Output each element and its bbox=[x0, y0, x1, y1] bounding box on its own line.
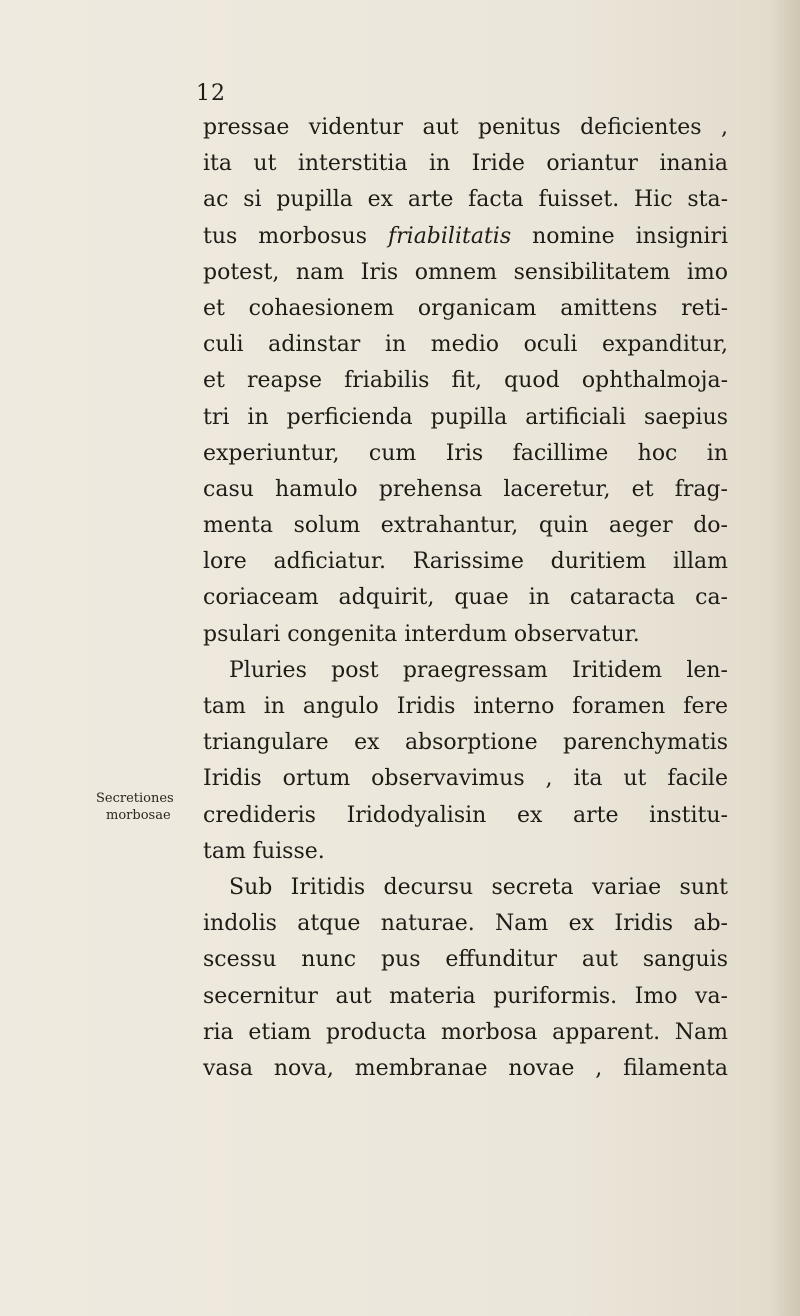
text-line bbox=[203, 544, 728, 580]
text-segment: psulari congenita interdum observatur. bbox=[203, 621, 640, 647]
text-line bbox=[203, 472, 728, 508]
text-segment: tam in angulo Iridis interno foramen fere bbox=[203, 694, 728, 719]
text-segment: vasa nova, membranae novae , filamenta bbox=[203, 1055, 728, 1081]
text-line bbox=[203, 182, 728, 218]
text-segment: indolis atque naturae. Nam ex Iridis ab- bbox=[203, 911, 728, 937]
text-segment: coriaceam adquirit, quae in cataracta ca- bbox=[203, 585, 728, 611]
text-line bbox=[203, 942, 728, 978]
text-segment: tri in perficienda pupilla artificiali saepius bbox=[203, 404, 728, 430]
text-line bbox=[203, 580, 728, 616]
text-line bbox=[203, 363, 728, 399]
text-segment: et cohaesionem organicam amittens reti- bbox=[203, 295, 728, 321]
text-line bbox=[203, 617, 728, 653]
italic-term: friabilitatis bbox=[388, 223, 512, 249]
text-line bbox=[203, 1051, 728, 1087]
text-segment: Pluries post praegressam Iritidem len- bbox=[229, 657, 728, 683]
text-segment: Iridis ortum observavimus , ita ut facile bbox=[203, 766, 728, 792]
text-segment: experiuntur, cum Iris facillime hoc in bbox=[203, 440, 728, 466]
text-segment: tam fuisse. bbox=[203, 838, 325, 864]
text-line bbox=[203, 400, 728, 436]
text-line bbox=[203, 725, 728, 761]
text-line bbox=[203, 653, 728, 689]
text-segment: credideris Iridodyalisin ex arte institu- bbox=[203, 802, 728, 828]
text-line bbox=[203, 146, 728, 182]
text-line bbox=[203, 255, 728, 291]
text-line bbox=[203, 436, 728, 472]
text-segment: triangulare ex absorptione parenchymatis bbox=[203, 730, 728, 756]
text-line bbox=[203, 761, 728, 797]
text-segment: tus morbosus bbox=[203, 223, 388, 249]
text-segment: scessu nunc pus effunditur aut sanguis bbox=[203, 947, 728, 973]
text-line bbox=[203, 508, 728, 544]
text-segment: culi adinstar in medio oculi expanditur, bbox=[203, 332, 728, 358]
text-segment: secernitur aut materia puriformis. Imo va- bbox=[203, 983, 728, 1009]
text-segment: nomine insigniri bbox=[511, 223, 728, 249]
page-number: 12 bbox=[196, 81, 226, 106]
text-line bbox=[203, 798, 728, 834]
body-text bbox=[203, 110, 728, 1087]
text-line bbox=[203, 906, 728, 942]
text-line bbox=[203, 110, 728, 146]
text-line bbox=[203, 327, 728, 363]
text-line bbox=[203, 979, 728, 1015]
margin-note-line: Secretiones bbox=[96, 791, 174, 806]
text-segment: et reapse friabilis fit, quod ophthalmoja- bbox=[203, 368, 728, 394]
text-segment: ac si pupilla ex arte facta fuisset. Hic sta- bbox=[203, 187, 728, 213]
text-segment: ria etiam producta morbosa apparent. Nam bbox=[203, 1019, 728, 1045]
text-segment: menta solum extrahantur, quin aeger do- bbox=[203, 513, 728, 539]
text-line bbox=[203, 689, 728, 725]
text-line bbox=[203, 834, 728, 870]
text-segment: casu hamulo prehensa laceretur, et frag- bbox=[203, 476, 728, 502]
text-segment: ita ut interstitia in Iride oriantur inania bbox=[203, 151, 728, 177]
margin-note-line: morbosae bbox=[106, 808, 171, 823]
margin-note bbox=[96, 790, 174, 824]
text-line bbox=[203, 870, 728, 906]
text-line bbox=[203, 291, 728, 327]
text-segment: lore adficiatur. Rarissime duritiem illam bbox=[203, 549, 728, 575]
text-line bbox=[203, 1015, 728, 1051]
text-segment: pressae videntur aut penitus deficientes , bbox=[203, 115, 728, 140]
text-segment: potest, nam Iris omnem sensibilitatem imo bbox=[203, 259, 728, 285]
text-segment: Sub Iritidis decursu secreta variae sunt bbox=[229, 874, 728, 900]
text-line bbox=[203, 219, 728, 255]
